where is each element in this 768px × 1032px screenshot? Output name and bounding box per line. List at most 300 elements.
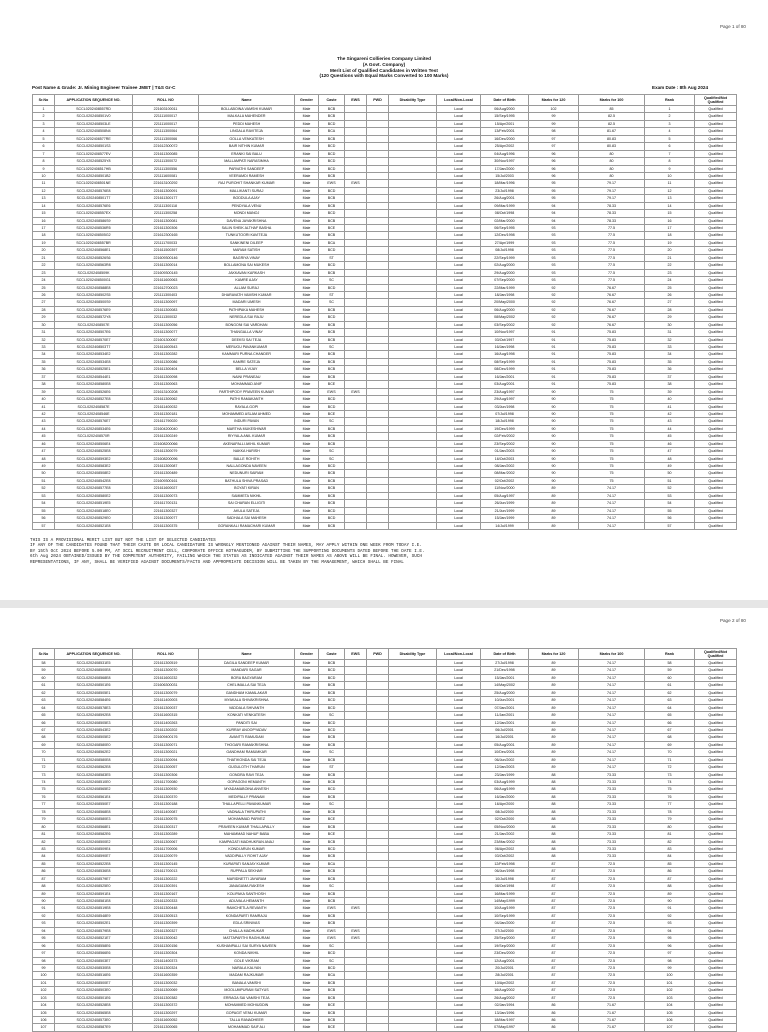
ews-cell bbox=[345, 158, 367, 165]
rank-cell: 93 bbox=[645, 920, 695, 927]
table-row bbox=[33, 522, 737, 529]
status-cell: Qualified bbox=[695, 217, 737, 224]
roll-no-cell: 221611300306 bbox=[133, 771, 199, 778]
rank-cell: 19 bbox=[645, 239, 695, 246]
name-cell: SALIN SHEIK ALTHAF BASHA bbox=[199, 225, 295, 232]
gender-cell: Male bbox=[295, 838, 319, 845]
roll-no-cell: 221611300370 bbox=[133, 793, 199, 800]
caste-cell: BCB bbox=[319, 779, 345, 786]
marks-100-cell: 80 bbox=[579, 172, 645, 179]
gender-cell: Male bbox=[295, 366, 319, 373]
caste-cell: BCB bbox=[319, 682, 345, 689]
table-row bbox=[33, 299, 737, 306]
marks-120-cell: 89 bbox=[529, 741, 579, 748]
sr-no-cell: 27 bbox=[33, 299, 55, 306]
gender-cell: Male bbox=[295, 831, 319, 838]
table-row bbox=[33, 704, 737, 711]
dob-cell: 27/Jul/1998 bbox=[481, 660, 529, 667]
column-header: Date of Birth bbox=[481, 649, 529, 660]
column-header: Caste bbox=[319, 649, 345, 660]
ews-cell bbox=[345, 868, 367, 875]
gender-cell: Male bbox=[295, 232, 319, 239]
table-row bbox=[33, 433, 737, 440]
dob-cell: 06/Aug/2000 bbox=[481, 306, 529, 313]
rank-cell: 86 bbox=[645, 868, 695, 875]
pwd-cell bbox=[367, 150, 389, 157]
disability-cell bbox=[389, 860, 437, 867]
roll-no-cell: 221611300097 bbox=[133, 299, 199, 306]
disability-cell bbox=[389, 187, 437, 194]
ews-cell bbox=[345, 697, 367, 704]
name-cell: MERUGU PAVANKUMAR bbox=[199, 344, 295, 351]
sr-no-cell: 80 bbox=[33, 823, 55, 830]
local-cell: Local bbox=[437, 187, 481, 194]
status-cell: Qualified bbox=[695, 440, 737, 447]
dob-cell: 15/Jan/1999 bbox=[481, 515, 529, 522]
status-cell: Qualified bbox=[695, 972, 737, 979]
marks-100-cell: 73.33 bbox=[579, 831, 645, 838]
marks-120-cell: 87 bbox=[529, 972, 579, 979]
pwd-cell bbox=[367, 433, 389, 440]
rank-cell: 87 bbox=[645, 875, 695, 882]
marks-120-cell: 93 bbox=[529, 277, 579, 284]
dob-cell: 23/Aug/1997 bbox=[481, 388, 529, 395]
status-cell: Qualified bbox=[695, 366, 737, 373]
pwd-cell bbox=[367, 786, 389, 793]
dob-cell: 16/Jan/2000 bbox=[481, 793, 529, 800]
caste-cell: BCD bbox=[319, 719, 345, 726]
marks-100-cell: 75 bbox=[579, 440, 645, 447]
local-cell: Local bbox=[437, 987, 481, 994]
column-header: Marks for 100 bbox=[579, 649, 645, 660]
marks-100-cell: 77.5 bbox=[579, 247, 645, 254]
rank-cell: 91 bbox=[645, 905, 695, 912]
rank-cell: 10 bbox=[645, 172, 695, 179]
column-header: APPLICATION SEQUENCE NO. bbox=[55, 649, 133, 660]
marks-120-cell: 91 bbox=[529, 381, 579, 388]
name-cell: MOHAMMAD SAIF ALI bbox=[199, 1024, 295, 1031]
sr-no-cell: 7 bbox=[33, 150, 55, 157]
table-row bbox=[33, 816, 737, 823]
sr-no-cell: 78 bbox=[33, 808, 55, 815]
marks-100-cell: 75 bbox=[579, 455, 645, 462]
pwd-cell bbox=[367, 964, 389, 971]
gender-cell: Male bbox=[295, 500, 319, 507]
marks-100-cell: 81.67 bbox=[579, 128, 645, 135]
rank-cell: 77 bbox=[645, 801, 695, 808]
marks-100-cell: 85 bbox=[579, 106, 645, 113]
marks-120-cell: 89 bbox=[529, 734, 579, 741]
rank-cell: 36 bbox=[645, 366, 695, 373]
roll-no-cell: 221611200333 bbox=[133, 898, 199, 905]
ews-cell bbox=[345, 314, 367, 321]
caste-cell: SC bbox=[319, 418, 345, 425]
status-cell: Qualified bbox=[695, 987, 737, 994]
pwd-cell bbox=[367, 935, 389, 942]
marks-120-cell: 96 bbox=[529, 172, 579, 179]
caste-cell: BCD bbox=[319, 284, 345, 291]
roll-no-cell: 221611300032 bbox=[133, 979, 199, 986]
rank-cell: 103 bbox=[645, 994, 695, 1001]
gender-cell: Male bbox=[295, 180, 319, 187]
sr-no-cell: 105 bbox=[33, 1009, 55, 1016]
sr-no-cell: 19 bbox=[33, 239, 55, 246]
status-cell: Qualified bbox=[695, 726, 737, 733]
ews-cell bbox=[345, 950, 367, 957]
status-cell: Qualified bbox=[695, 165, 737, 172]
column-header: Local/Non-Local bbox=[437, 649, 481, 660]
dob-cell: 16/Aug/2002 bbox=[481, 987, 529, 994]
dob-cell: 18/Jul/1998 bbox=[481, 418, 529, 425]
marks-120-cell: 88 bbox=[529, 808, 579, 815]
marks-120-cell: 88 bbox=[529, 786, 579, 793]
name-cell: GOPAGIT VENU KUMAR bbox=[199, 1009, 295, 1016]
disability-cell bbox=[389, 485, 437, 492]
table-row bbox=[33, 682, 737, 689]
caste-cell: BCD bbox=[319, 507, 345, 514]
rank-cell: 56 bbox=[645, 515, 695, 522]
name-cell: JAKKAVAN KARKASH bbox=[199, 269, 295, 276]
name-cell: KONKATI VENKATESH bbox=[199, 712, 295, 719]
sr-no-cell: 106 bbox=[33, 1017, 55, 1024]
caste-cell: SC bbox=[319, 749, 345, 756]
roll-no-cell: 221611300071 bbox=[133, 741, 199, 748]
disability-cell bbox=[389, 388, 437, 395]
marks-120-cell: 90 bbox=[529, 418, 579, 425]
gender-cell: Male bbox=[295, 979, 319, 986]
column-header: Local/Non-Local bbox=[437, 95, 481, 106]
gender-cell: Male bbox=[295, 239, 319, 246]
gender-cell: Male bbox=[295, 1017, 319, 1024]
roll-no-cell: 221611300073 bbox=[133, 492, 199, 499]
status-cell: Qualified bbox=[695, 321, 737, 328]
status-cell: Qualified bbox=[695, 396, 737, 403]
gender-cell: Male bbox=[295, 433, 319, 440]
table-row bbox=[33, 254, 737, 261]
sr-no-cell: 59 bbox=[33, 667, 55, 674]
name-cell: MALKALA MAHENDER bbox=[199, 113, 295, 120]
name-cell: JANAGAMA RAKESH bbox=[199, 883, 295, 890]
dob-cell: 12/Jan/2001 bbox=[481, 719, 529, 726]
name-cell: DAVENA JAYAKRISHNA bbox=[199, 217, 295, 224]
status-cell: Qualified bbox=[695, 284, 737, 291]
sr-no-cell: 96 bbox=[33, 942, 55, 949]
ews-cell bbox=[345, 660, 367, 667]
local-cell: Local bbox=[437, 165, 481, 172]
marks-120-cell: 90 bbox=[529, 463, 579, 470]
application-no-cell: SCCL0202408579E8 bbox=[55, 927, 133, 934]
table-row bbox=[33, 351, 737, 358]
table-row bbox=[33, 329, 737, 336]
dob-cell: 18/Mar/1996 bbox=[481, 180, 529, 187]
name-cell: VADDALA SHIVANTH bbox=[199, 704, 295, 711]
status-cell: Qualified bbox=[695, 786, 737, 793]
dob-cell: 16/Jul/2001 bbox=[481, 734, 529, 741]
dob-cell: 23/Jul/1998 bbox=[481, 187, 529, 194]
local-cell: Local bbox=[437, 515, 481, 522]
application-no-cell: SCCL0202408568E1 bbox=[55, 823, 133, 830]
local-cell: Local bbox=[437, 808, 481, 815]
list-subtitle: (120 Questions with Equal Marks Converted to 100 Marks) bbox=[319, 73, 449, 79]
ews-cell bbox=[345, 284, 367, 291]
rank-cell: 20 bbox=[645, 247, 695, 254]
sr-no-cell: 3 bbox=[33, 120, 55, 127]
roll-no-cell: 221606300031 bbox=[133, 682, 199, 689]
marks-100-cell: 74.17 bbox=[579, 726, 645, 733]
status-cell: Qualified bbox=[695, 927, 737, 934]
sr-no-cell: 77 bbox=[33, 801, 55, 808]
application-no-cell: SCCL0202408501T7 bbox=[55, 195, 133, 202]
local-cell: Local bbox=[437, 306, 481, 313]
name-cell: PARVATHI SANDEEP bbox=[199, 165, 295, 172]
sr-no-cell: 8 bbox=[33, 158, 55, 165]
dob-cell: 20/Jul/2001 bbox=[481, 964, 529, 971]
application-no-cell: SCCL0202408557RD bbox=[55, 106, 133, 113]
application-no-cell: SCCL0202408501B2 bbox=[55, 172, 133, 179]
page-number: Page 1 of 80 bbox=[719, 24, 746, 29]
roll-no-cell: 221111300064 bbox=[133, 128, 199, 135]
marks-120-cell: 91 bbox=[529, 351, 579, 358]
sr-no-cell: 15 bbox=[33, 210, 55, 217]
application-no-cell: SCCL0202408534E6 bbox=[55, 425, 133, 432]
name-cell: MARAM SATISH bbox=[199, 247, 295, 254]
disability-cell bbox=[389, 779, 437, 786]
gender-cell: Male bbox=[295, 291, 319, 298]
roll-no-cell: 221611700131 bbox=[133, 500, 199, 507]
gender-cell: Male bbox=[295, 321, 319, 328]
table-row bbox=[33, 195, 737, 202]
marks-120-cell: 92 bbox=[529, 291, 579, 298]
disability-cell bbox=[389, 831, 437, 838]
name-cell: SAMMETA NIKHIL bbox=[199, 492, 295, 499]
disability-cell bbox=[389, 299, 437, 306]
name-cell: AKENAPALLI AKHIL KUMAR bbox=[199, 440, 295, 447]
marks-100-cell: 82.5 bbox=[579, 113, 645, 120]
table-row bbox=[33, 942, 737, 949]
disability-cell bbox=[389, 682, 437, 689]
dob-cell: 03/Sep/2002 bbox=[481, 321, 529, 328]
name-cell: MYAKALA SHIVAKRISHNA bbox=[199, 697, 295, 704]
roll-no-cell: 221611790020 bbox=[133, 418, 199, 425]
sr-no-cell: 101 bbox=[33, 979, 55, 986]
pwd-cell bbox=[367, 492, 389, 499]
name-cell: PATHI RAMAKANTH bbox=[199, 396, 295, 403]
name-cell: PEDDI MAHESH bbox=[199, 120, 295, 127]
roll-no-cell: 221611300391 bbox=[133, 883, 199, 890]
caste-cell: BCA bbox=[319, 239, 345, 246]
marks-100-cell: 75.83 bbox=[579, 329, 645, 336]
marks-100-cell: 76.67 bbox=[579, 284, 645, 291]
rank-cell: 65 bbox=[645, 712, 695, 719]
caste-cell: BCB bbox=[319, 500, 345, 507]
sr-no-cell: 67 bbox=[33, 726, 55, 733]
pwd-cell bbox=[367, 712, 389, 719]
table-row bbox=[33, 1009, 737, 1016]
dob-cell: 10/Sep/1999 bbox=[481, 912, 529, 919]
caste-cell: BCD bbox=[319, 158, 345, 165]
gender-cell: Male bbox=[295, 262, 319, 269]
rank-cell: 83 bbox=[645, 845, 695, 852]
local-cell: Local bbox=[437, 329, 481, 336]
status-cell: Qualified bbox=[695, 682, 737, 689]
table-row bbox=[33, 418, 737, 425]
pwd-cell bbox=[367, 440, 389, 447]
pwd-cell bbox=[367, 180, 389, 187]
pwd-cell bbox=[367, 1002, 389, 1009]
caste-cell: BCD bbox=[319, 262, 345, 269]
status-cell: Qualified bbox=[695, 853, 737, 860]
rank-cell: 59 bbox=[645, 667, 695, 674]
pwd-cell bbox=[367, 749, 389, 756]
ews-cell bbox=[345, 329, 367, 336]
status-cell: Qualified bbox=[695, 838, 737, 845]
table-header-row bbox=[33, 95, 737, 106]
marks-100-cell: 72.5 bbox=[579, 942, 645, 949]
local-cell: Local bbox=[437, 883, 481, 890]
caste-cell: BCB bbox=[319, 898, 345, 905]
caste-cell: BCB bbox=[319, 425, 345, 432]
local-cell: Local bbox=[437, 106, 481, 113]
merit-table bbox=[32, 94, 737, 530]
rank-cell: 51 bbox=[645, 477, 695, 484]
sr-no-cell: 83 bbox=[33, 845, 55, 852]
org-title: The Singareni Collieries Company Limited bbox=[336, 56, 432, 61]
application-no-cell: SCCL0202408536R5 bbox=[55, 225, 133, 232]
caste-cell: BCB bbox=[319, 106, 345, 113]
dob-cell: 13/Jan/1996 bbox=[481, 1009, 529, 1016]
dob-cell: 23/Sep/2002 bbox=[481, 440, 529, 447]
rank-cell: 43 bbox=[645, 418, 695, 425]
marks-120-cell: 87 bbox=[529, 950, 579, 957]
ews-cell bbox=[345, 756, 367, 763]
gender-cell: Male bbox=[295, 920, 319, 927]
name-cell: DAGILA SANDEEP KUMAR bbox=[199, 660, 295, 667]
table-row bbox=[33, 269, 737, 276]
status-cell: Qualified bbox=[695, 291, 737, 298]
name-cell: MARTHA MUKESHWAR bbox=[199, 425, 295, 432]
roll-no-cell: 221611300324 bbox=[133, 964, 199, 971]
gender-cell: Male bbox=[295, 217, 319, 224]
pwd-cell bbox=[367, 726, 389, 733]
gender-cell: Male bbox=[295, 845, 319, 852]
disability-cell bbox=[389, 306, 437, 313]
ews-cell bbox=[345, 440, 367, 447]
status-cell: Qualified bbox=[695, 719, 737, 726]
gender-cell: Male bbox=[295, 868, 319, 875]
marks-120-cell: 88 bbox=[529, 793, 579, 800]
disability-cell bbox=[389, 674, 437, 681]
dob-cell: 16/Aug/1998 bbox=[481, 351, 529, 358]
disability-cell bbox=[389, 321, 437, 328]
status-cell: Qualified bbox=[695, 477, 737, 484]
marks-100-cell: 78.33 bbox=[579, 202, 645, 209]
pwd-cell bbox=[367, 396, 389, 403]
roll-no-cell: 221611300181 bbox=[133, 410, 199, 417]
pwd-cell bbox=[367, 927, 389, 934]
name-cell: GANDHAM KAMALAKAR bbox=[199, 689, 295, 696]
local-cell: Local bbox=[437, 410, 481, 417]
caste-cell: BCB bbox=[319, 477, 345, 484]
pwd-cell bbox=[367, 883, 389, 890]
rank-cell: 28 bbox=[645, 306, 695, 313]
gender-cell: Male bbox=[295, 994, 319, 1001]
marks-100-cell: 72.5 bbox=[579, 868, 645, 875]
caste-cell: BCB bbox=[319, 660, 345, 667]
column-header: Disability Type bbox=[389, 95, 437, 106]
gender-cell: Male bbox=[295, 358, 319, 365]
gender-cell: Male bbox=[295, 905, 319, 912]
dob-cell: 28/Jul/2001 bbox=[481, 972, 529, 979]
pwd-cell bbox=[367, 410, 389, 417]
marks-100-cell: 72.5 bbox=[579, 912, 645, 919]
application-no-cell: SCCL0202408587E9 bbox=[55, 1024, 133, 1031]
local-cell: Local bbox=[437, 660, 481, 667]
marks-120-cell: 87 bbox=[529, 883, 579, 890]
pwd-cell bbox=[367, 232, 389, 239]
application-no-cell: SCCL0202408525E0 bbox=[55, 883, 133, 890]
column-header: Disability Type bbox=[389, 649, 437, 660]
roll-no-cell: 221611300202 bbox=[133, 726, 199, 733]
ews-cell bbox=[345, 106, 367, 113]
status-cell: Qualified bbox=[695, 410, 737, 417]
name-cell: BALLE ROHITH bbox=[199, 455, 295, 462]
roll-no-cell: 221111300032 bbox=[133, 314, 199, 321]
table-row bbox=[33, 1024, 737, 1031]
sr-no-cell: 42 bbox=[33, 410, 55, 417]
table-row bbox=[33, 425, 737, 432]
local-cell: Local bbox=[437, 344, 481, 351]
name-cell: GORANKALI RAMACHARI KUMAR bbox=[199, 522, 295, 529]
dob-cell: 03/Aug/2001 bbox=[481, 381, 529, 388]
ews-cell bbox=[345, 890, 367, 897]
dob-cell: 19/Dec/1999 bbox=[481, 425, 529, 432]
table-row bbox=[33, 964, 737, 971]
name-cell: GOPAGONI HEMANTH bbox=[199, 779, 295, 786]
disability-cell bbox=[389, 741, 437, 748]
column-header: Marks for 100 bbox=[579, 95, 645, 106]
dob-cell: 19/Sep/2000 bbox=[481, 942, 529, 949]
dob-cell: 17/Jan/2000 bbox=[481, 165, 529, 172]
dob-cell: 16/Oct/2003 bbox=[481, 455, 529, 462]
ews-cell bbox=[345, 793, 367, 800]
disability-cell bbox=[389, 719, 437, 726]
roll-no-cell: 221111300403 bbox=[133, 291, 199, 298]
sr-no-cell: 4 bbox=[33, 128, 55, 135]
pwd-cell bbox=[367, 920, 389, 927]
rank-cell: 57 bbox=[645, 522, 695, 529]
marks-100-cell: 77.5 bbox=[579, 277, 645, 284]
status-cell: Qualified bbox=[695, 831, 737, 838]
marks-100-cell: 72.5 bbox=[579, 987, 645, 994]
rank-cell: 40 bbox=[645, 396, 695, 403]
local-cell: Local bbox=[437, 247, 481, 254]
marks-100-cell: 73.33 bbox=[579, 771, 645, 778]
gender-cell: Male bbox=[295, 808, 319, 815]
disability-cell bbox=[389, 1017, 437, 1024]
roll-no-cell: 221609300146 bbox=[133, 254, 199, 261]
ews-cell bbox=[345, 433, 367, 440]
roll-no-cell: 221611300070 bbox=[133, 667, 199, 674]
gender-cell: Male bbox=[295, 373, 319, 380]
marks-100-cell: 74.17 bbox=[579, 500, 645, 507]
name-cell: INDURI PAVAN bbox=[199, 418, 295, 425]
caste-cell: BCB bbox=[319, 269, 345, 276]
column-header: Gender bbox=[295, 95, 319, 106]
status-cell: Qualified bbox=[695, 500, 737, 507]
marks-100-cell: 75 bbox=[579, 477, 645, 484]
caste-cell: BCB bbox=[319, 808, 345, 815]
roll-no-cell: 221611300065 bbox=[133, 1024, 199, 1031]
